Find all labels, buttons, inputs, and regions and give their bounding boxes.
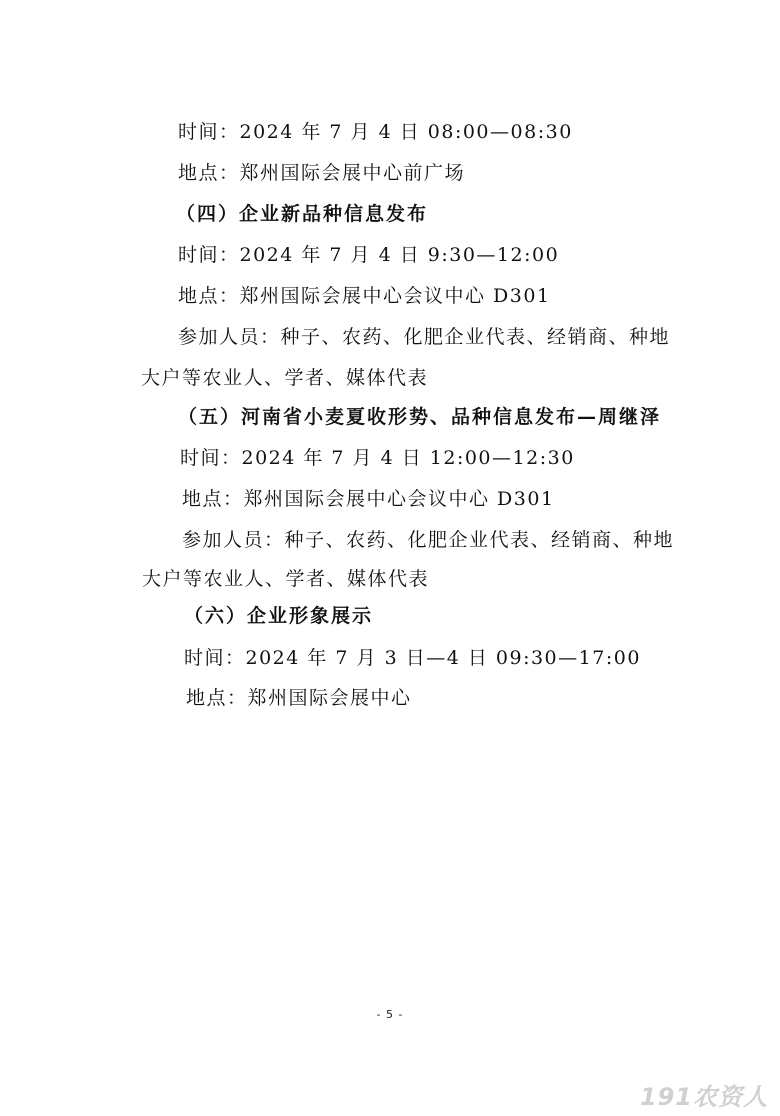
- schedule-time-line: 时间：2024 年 7 月 4 日 9:30—12:00: [178, 244, 560, 266]
- participants-continuation-line: 大户等农业人、学者、媒体代表: [142, 568, 430, 590]
- watermark-logo: 191农资人: [639, 1083, 768, 1111]
- participants-line: 参加人员：种子、农药、化肥企业代表、经销商、种地: [178, 326, 671, 348]
- schedule-location-line: 地点：郑州国际会展中心会议中心 D301: [178, 285, 551, 307]
- section-heading-5: （五）河南省小麦夏收形势、品种信息发布—周继泽: [178, 406, 662, 428]
- participants-line: 参加人员：种子、农药、化肥企业代表、经销商、种地: [182, 529, 675, 551]
- participants-continuation-line: 大户等农业人、学者、媒体代表: [141, 367, 429, 389]
- schedule-time-line: 时间：2024 年 7 月 4 日 08:00—08:30: [178, 121, 573, 143]
- section-heading-6: （六）企业形象展示: [184, 605, 374, 627]
- schedule-location-line: 地点：郑州国际会展中心前广场: [178, 162, 466, 184]
- schedule-time-line: 时间：2024 年 7 月 4 日 12:00—12:30: [180, 447, 575, 469]
- page-number: - 5 -: [376, 1008, 404, 1021]
- section-heading-4: （四）企业新品种信息发布: [176, 203, 429, 225]
- schedule-location-line: 地点：郑州国际会展中心会议中心 D301: [182, 488, 555, 510]
- schedule-location-line: 地点：郑州国际会展中心: [186, 687, 412, 709]
- schedule-time-line: 时间：2024 年 7 月 3 日—4 日 09:30—17:00: [184, 647, 641, 669]
